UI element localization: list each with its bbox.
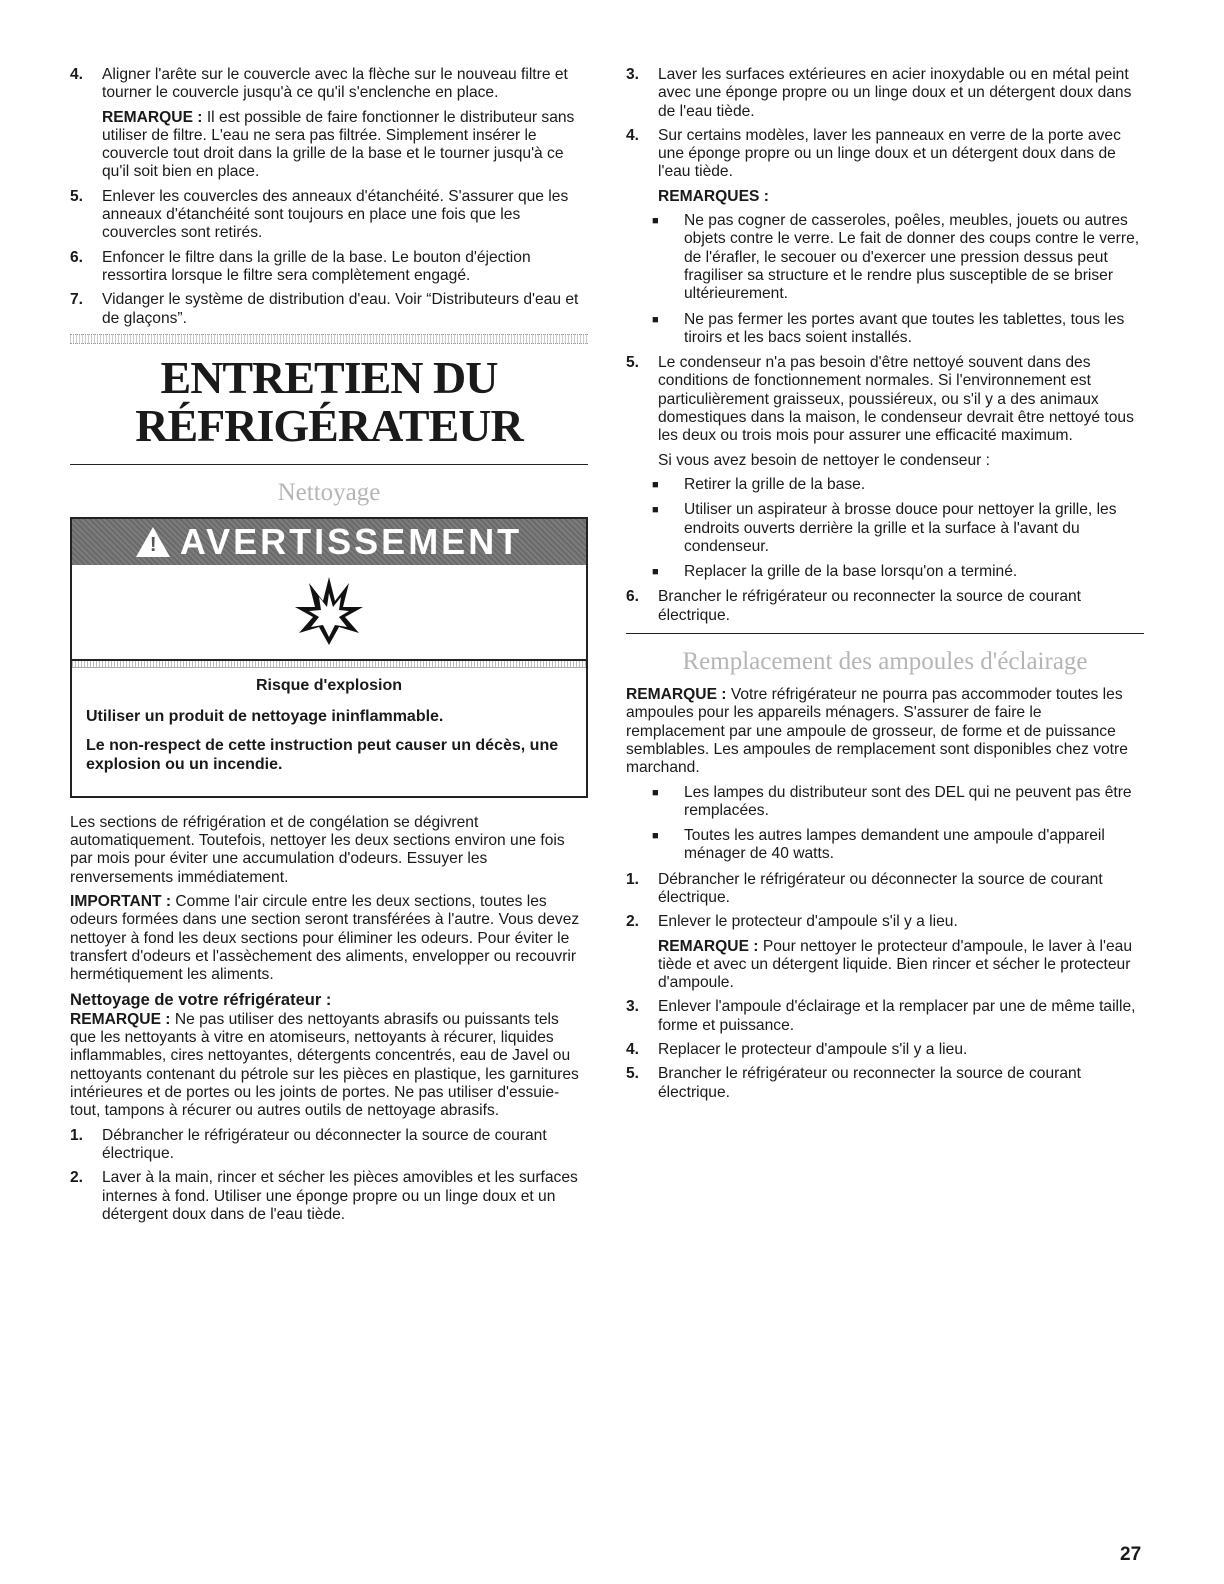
warning-risk: Risque d'explosion: [255, 676, 403, 694]
section-heading-nettoyage: Nettoyage: [277, 478, 381, 506]
list-item: [70, 66, 588, 103]
list-item: [626, 1041, 1144, 1059]
bullet-item: [652, 827, 1144, 864]
bullet-text: Les lampes du distributeur sont des DEL qui ne peuvent pas être remplacées.: [684, 783, 1132, 819]
warning-line: Le non-respect de cette instruction peut causer un décès, une explosion ou un incendie.: [86, 736, 559, 773]
step-number: 4.: [626, 1041, 640, 1059]
step-number: 4.: [70, 66, 84, 83]
step-number: 5.: [626, 1065, 640, 1083]
bullet-text: Ne pas fermer les portes avant que toutes les tablettes, tous les tiroirs et les bacs soient installés.: [684, 310, 1125, 346]
list-item: [70, 188, 588, 243]
step-text: Enfoncer le filtre dans la grille de la base. Le bouton d'éjection ressortira lorsque le filtre sera complètement engagé.: [102, 248, 531, 284]
bullet-text: Retirer la grille de la base.: [684, 475, 866, 493]
bullet-square-icon: ■: [652, 504, 659, 517]
condenser-intro: Si vous avez besoin de nettoyer le condenseur :: [658, 451, 991, 469]
list-item: [626, 127, 1144, 182]
important-label: IMPORTANT :: [70, 893, 172, 911]
bullet-item: [652, 311, 1144, 348]
bullet-text: Toutes les autres lampes demandent une ampoule d'appareil ménager de 40 watts.: [684, 827, 1105, 863]
bullet-square-icon: ■: [652, 830, 659, 843]
filter-steps: [70, 66, 588, 328]
step-number: 5.: [626, 354, 640, 372]
bullet-square-icon: ■: [652, 566, 659, 579]
step-text: Le condenseur n'a pas besoin d'être nettoyé souvent dans des conditions de fonctionnement normales. Si l'environnement est particulièrement graisseux, poussiéreux, ou s'il y a des animaux domestiques dans la maison, le condenseur devrait être nettoyé tous les deux ou trois mois pour assurer une efficacité maximum.: [658, 354, 1134, 445]
bullet-item: [652, 501, 1144, 556]
explosion-icon: [289, 577, 369, 647]
note: [658, 938, 1144, 993]
note-text: Il est possible de faire fonctionner le distributeur sans utiliser de filtre. L'eau ne sera pas filtrée. Simplement insérer le couvercle tout droit dans la grille de la base et le tourner jusqu'à ce qu'il soit bien en place.: [102, 108, 575, 181]
page-title-line2: RÉFRIGÉRATEUR: [135, 399, 523, 451]
step-number: 2.: [70, 1169, 84, 1187]
step-text: Sur certains modèles, laver les panneaux en verre de la porte avec une éponge propre ou un linge doux et un détergent doux dans de l'eau tiède.: [658, 126, 1121, 181]
paragraph: Les sections de réfrigération et de congélation se dégivrent automatiquement. Toutefois, nettoyer les deux sections environ une fois par mois pour éviter une accumulation d'odeurs. Essuyer les renversements immédiatement.: [70, 813, 565, 886]
step-number: 3.: [626, 998, 640, 1016]
list-item: [626, 998, 1144, 1035]
bullet-square-icon: ■: [652, 313, 659, 326]
warning-banner: [72, 519, 586, 565]
note-text: Pour nettoyer le protecteur d'ampoule, le laver à l'eau tiède et avec un détergent liquide. Bien rincer et sécher le protecteur d'ampoule.: [658, 937, 1132, 992]
note: [102, 109, 588, 182]
bullet-text: Utiliser un aspirateur à brosse douce pour nettoyer la grille, les endroits ouverts derrière la grille et la surface à l'avant du condenseur.: [684, 501, 1117, 555]
list-item: [626, 871, 1144, 908]
note-text: Ne pas utiliser des nettoyants abrasifs ou puissants tels que les nettoyants à vitre en atomiseurs, nettoyants à récurer, liquides inflammables, cires nettoyantes, détergents concentrés, eau de Javel ou nettoyants contenant du pétrole sur les pièces en plastique, les garnitures intérieures et de portes ou les joints de portes. Ne pas utiliser d'essuie-tout, tampons à récurer ou autres outils de nettoyage abrasifs.: [70, 1010, 579, 1120]
bullet-text: Ne pas cogner de casseroles, poêles, meubles, jouets ou autres objets contre le verre. Le fait de donner des coups contre le verre, de l'érafler, le secouer ou d'exercer une pression dessus peut fragiliser sa structure et le rendre plus susceptible de se briser ultérieurement.: [684, 212, 1140, 303]
subheading: Nettoyage de votre réfrigérateur :: [70, 990, 332, 1009]
important-text: Comme l'air circule entre les deux sections, toutes les odeurs formées dans une section seront transférées à l'autre. Vous devez nettoyer à fond les deux sections pour éliminer les odeurs. Pour éviter le transfert d'odeurs et l'assèchement des aliments, envelopper ou recouvrir hermétiquement les aliments.: [70, 893, 580, 984]
title-rule: [70, 464, 588, 465]
list-item: [70, 249, 588, 286]
bullet-item: [652, 212, 1144, 303]
warning-divider: [72, 661, 586, 668]
step-number: 6.: [70, 248, 84, 266]
step-text: Vidanger le système de distribution d'eau. Voir “Distributeurs d'eau et de glaçons”.: [102, 291, 579, 327]
note-label: REMARQUE :: [102, 108, 203, 126]
note-label: REMARQUE :: [658, 937, 759, 955]
list-item: [626, 1065, 1144, 1102]
step-text: Brancher le réfrigérateur ou reconnecter la source de courant électrique.: [658, 588, 1081, 624]
step-number: 5.: [70, 187, 84, 205]
list-item: [626, 66, 1144, 121]
cleaning-steps: [70, 1127, 588, 1224]
step-number: 3.: [626, 66, 640, 83]
section-heading-ampoules: Remplacement des ampoules d'éclairage: [682, 648, 1088, 676]
list-item: [626, 588, 1144, 625]
warning-triangle-icon: !: [136, 527, 170, 557]
section-rule: [626, 633, 1144, 634]
warning-line: Utiliser un produit de nettoyage ininflammable.: [86, 707, 444, 725]
warning-icon-area: [72, 565, 586, 661]
step-text: Enlever les couvercles des anneaux d'étanchéité. S'assurer que les anneaux d'étanchéité sont toujours en place une fois que les couvercles sont retirés.: [102, 187, 569, 242]
step-text: Brancher le réfrigérateur ou reconnecter la source de courant électrique.: [658, 1065, 1081, 1101]
step-text: Aligner l'arête sur le couvercle avec la flèche sur le nouveau filtre et tourner le couvercle jusqu'à ce qu'il s'enclenche en place.: [102, 66, 568, 102]
step-number: 1.: [70, 1126, 84, 1144]
step-number: 6.: [626, 588, 640, 606]
right-column: [626, 66, 1144, 1108]
step-text: Enlever l'ampoule d'éclairage et la remplacer par une de même taille, forme et puissance.: [658, 998, 1136, 1034]
note-label: REMARQUE :: [626, 686, 727, 704]
left-column: [70, 66, 588, 1230]
dotted-divider: [70, 334, 588, 344]
warning-box: [70, 517, 588, 798]
note-paragraph: [70, 1011, 588, 1121]
list-item: [626, 354, 1144, 445]
bullet-text: Replacer la grille de la base lorsqu'on a terminé.: [684, 563, 1018, 581]
step-number: 4.: [626, 126, 640, 144]
step-text: Laver les surfaces extérieures en acier inoxydable ou en métal peint avec une éponge propre ou un linge doux et un détergent doux dans de l'eau tiède.: [658, 66, 1132, 120]
list-item: [70, 291, 588, 328]
step-text: Replacer le protecteur d'ampoule s'il y a lieu.: [658, 1041, 968, 1059]
warning-banner-text: AVERTISSEMENT: [179, 520, 523, 562]
list-item: [70, 1127, 588, 1164]
bullet-item: [652, 784, 1144, 821]
page-title-line1: ENTRETIEN DU: [160, 351, 498, 403]
bullet-item: [652, 563, 1144, 581]
bullet-square-icon: ■: [652, 786, 659, 799]
step-text: Laver à la main, rincer et sécher les pièces amovibles et les surfaces internes à fond. Utiliser une éponge propre ou un linge doux et un détergent doux dans de l'eau tiède.: [102, 1169, 578, 1223]
step-number: 2.: [626, 913, 640, 931]
warning-body: [72, 668, 586, 796]
bullet-square-icon: ■: [652, 215, 659, 228]
step-text: Débrancher le réfrigérateur ou déconnecter la source de courant électrique.: [658, 870, 1103, 906]
step-text: Enlever le protecteur d'ampoule s'il y a lieu.: [658, 913, 958, 931]
note-paragraph: [626, 686, 1144, 777]
bullet-item: [652, 476, 1144, 494]
step-number: 1.: [626, 870, 640, 888]
step-text: Débrancher le réfrigérateur ou déconnecter la source de courant électrique.: [102, 1126, 547, 1162]
page-title: [70, 351, 588, 451]
list-item: [626, 913, 1144, 931]
note-text: Votre réfrigérateur ne pourra pas accommoder toutes les ampoules pour les appareils ménagers. S'assurer de faire le remplacement par une ampoule de grosseur, de forme et de puissance semblables. Les ampoules de remplacement sont disponibles chez votre marchand.: [626, 686, 1128, 777]
notes-label: REMARQUES :: [658, 187, 769, 205]
step-number: 7.: [70, 291, 84, 309]
important-paragraph: [70, 893, 588, 984]
page-number: 27: [1120, 1544, 1142, 1565]
note-label: REMARQUE :: [70, 1010, 171, 1028]
bullet-square-icon: ■: [652, 478, 659, 491]
list-item: [70, 1169, 588, 1224]
